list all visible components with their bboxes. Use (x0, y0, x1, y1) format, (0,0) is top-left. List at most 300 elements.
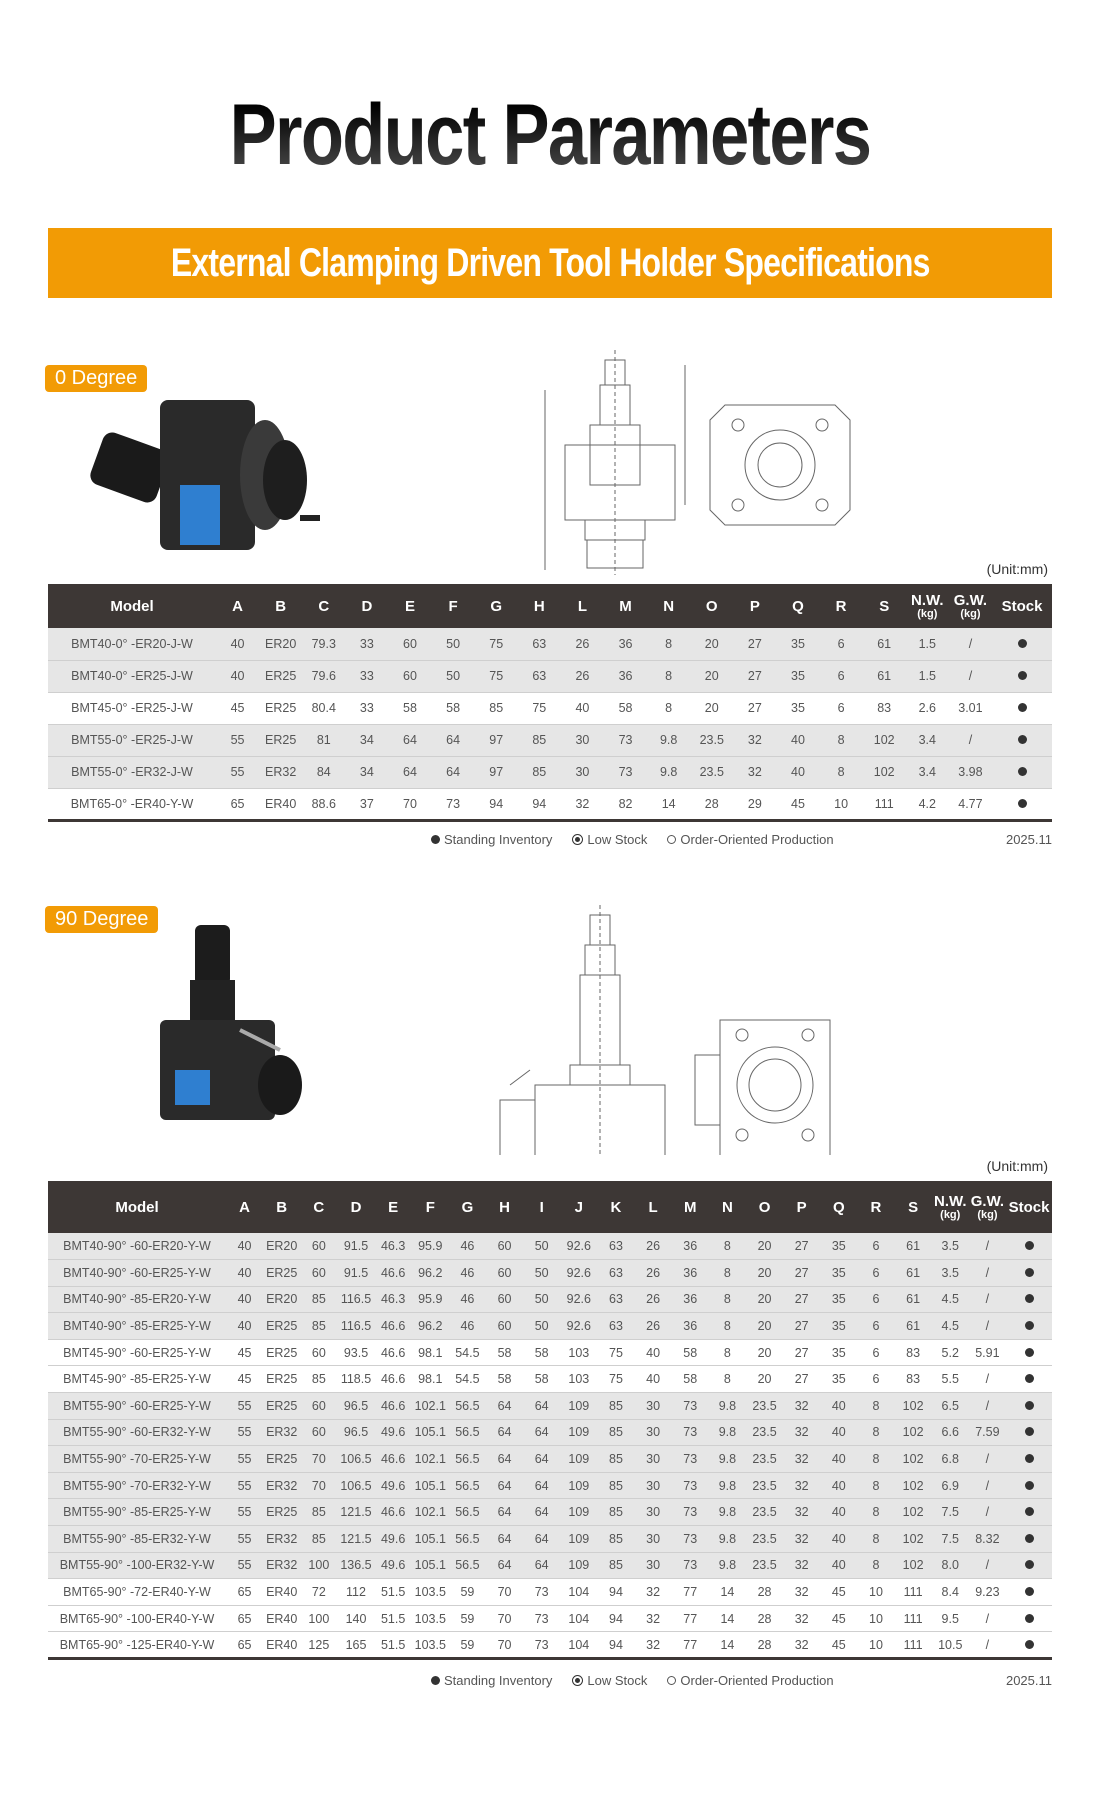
value-cell: 50 (432, 628, 475, 660)
value-cell: 28 (690, 788, 733, 820)
value-cell: ER32 (263, 1472, 300, 1499)
standing-inventory-dot-icon (1025, 1348, 1034, 1357)
value-cell: 83 (895, 1366, 932, 1393)
table-row (48, 1233, 1052, 1260)
value-cell: 6.6 (932, 1419, 969, 1446)
value-cell: ER32 (259, 756, 302, 788)
value-cell: 7.5 (932, 1526, 969, 1553)
value-cell: 65 (226, 1579, 263, 1606)
value-cell: 5.91 (969, 1339, 1006, 1366)
value-cell: 102.1 (412, 1499, 449, 1526)
value-cell: 80.4 (302, 692, 345, 724)
value-cell: 26 (635, 1313, 672, 1340)
table-row (48, 1313, 1052, 1340)
value-cell: 6.5 (932, 1393, 969, 1420)
col-m: M (684, 1198, 697, 1216)
value-cell: 111 (863, 788, 906, 820)
col-s: S (908, 1198, 919, 1216)
value-cell: 20 (690, 692, 733, 724)
value-cell: 27 (783, 1366, 820, 1393)
standing-inventory-dot-icon (1025, 1427, 1034, 1436)
value-cell: 61 (895, 1233, 932, 1260)
value-cell: 59 (449, 1579, 486, 1606)
value-cell: 27 (783, 1339, 820, 1366)
stock-status (1006, 1366, 1052, 1393)
model-cell: BMT40-90° -85-ER20-Y-W (48, 1286, 226, 1313)
value-cell: 56.5 (449, 1393, 486, 1420)
value-cell: 93.5 (337, 1339, 374, 1366)
value-cell: 8 (709, 1366, 746, 1393)
col-gw: G.W. (kg) (953, 591, 988, 620)
value-cell: 55 (226, 1419, 263, 1446)
value-cell: 63 (518, 628, 561, 660)
value-cell: 28 (746, 1579, 783, 1606)
value-cell: 60 (300, 1260, 337, 1287)
value-cell: 10 (857, 1605, 894, 1632)
value-cell: 32 (635, 1632, 672, 1659)
value-cell: 64 (523, 1393, 560, 1420)
value-cell: 58 (604, 692, 647, 724)
standing-inventory-dot-icon (1025, 1587, 1034, 1596)
value-cell: 55 (226, 1393, 263, 1420)
value-cell: 103.5 (412, 1579, 449, 1606)
value-cell: 1.5 (906, 628, 949, 660)
value-cell: 1.5 (906, 660, 949, 692)
value-cell: 46.6 (375, 1313, 412, 1340)
value-cell: 73 (604, 756, 647, 788)
value-cell: 64 (388, 724, 431, 756)
value-cell: 102 (895, 1526, 932, 1553)
value-cell: 28 (746, 1632, 783, 1659)
col-model: Model (110, 597, 154, 615)
value-cell: 85 (597, 1446, 634, 1473)
value-cell: 27 (783, 1260, 820, 1287)
col-b: B (276, 1198, 288, 1216)
value-cell: 26 (635, 1286, 672, 1313)
standing-inventory-dot-icon (1025, 1374, 1034, 1383)
value-cell: 60 (300, 1233, 337, 1260)
value-cell: 106.5 (337, 1446, 374, 1473)
value-cell: 59 (449, 1632, 486, 1659)
value-cell: 105.1 (412, 1419, 449, 1446)
value-cell: 46.3 (375, 1233, 412, 1260)
table-row (48, 1446, 1052, 1473)
value-cell: 6 (857, 1233, 894, 1260)
value-cell: 8 (857, 1446, 894, 1473)
value-cell: 85 (518, 756, 561, 788)
value-cell: 96.5 (337, 1393, 374, 1420)
value-cell: 98.1 (412, 1366, 449, 1393)
col-c: C (313, 1198, 325, 1216)
value-cell: 109 (560, 1552, 597, 1579)
value-cell: 60 (486, 1286, 523, 1313)
value-cell: / (969, 1446, 1006, 1473)
value-cell: ER25 (263, 1446, 300, 1473)
value-cell: 14 (709, 1605, 746, 1632)
value-cell: 20 (746, 1286, 783, 1313)
value-cell: 77 (672, 1579, 709, 1606)
col-f: F (448, 597, 458, 615)
value-cell: 8 (709, 1339, 746, 1366)
model-cell: BMT55-90° -60-ER32-Y-W (48, 1419, 226, 1446)
value-cell: ER25 (263, 1499, 300, 1526)
col-d: D (361, 597, 373, 615)
value-cell: 23.5 (746, 1393, 783, 1420)
legend-date: 2025.11 (1005, 1673, 1052, 1688)
value-cell: / (969, 1393, 1006, 1420)
value-cell: 73 (672, 1393, 709, 1420)
value-cell: 96.2 (412, 1260, 449, 1287)
value-cell: 20 (690, 628, 733, 660)
model-cell: BMT40-90° -60-ER20-Y-W (48, 1233, 226, 1260)
value-cell: 70 (486, 1605, 523, 1632)
col-m: M (619, 597, 632, 615)
value-cell: 61 (863, 628, 906, 660)
value-cell: 5.5 (932, 1366, 969, 1393)
value-cell: ER25 (263, 1339, 300, 1366)
table-row (48, 1286, 1052, 1313)
value-cell: 40 (820, 1446, 857, 1473)
table-header-row (48, 584, 1052, 628)
value-cell: 8 (857, 1526, 894, 1553)
value-cell: 92.6 (560, 1313, 597, 1340)
value-cell: 32 (635, 1579, 672, 1606)
value-cell: 56.5 (449, 1526, 486, 1553)
value-cell: 73 (672, 1419, 709, 1446)
value-cell: ER32 (263, 1552, 300, 1579)
value-cell: 32 (783, 1446, 820, 1473)
value-cell: 30 (561, 756, 604, 788)
stock-status (1006, 1579, 1052, 1606)
col-p: P (796, 1198, 807, 1216)
value-cell: 36 (672, 1233, 709, 1260)
col-nw: N.W. (kg) (933, 1192, 967, 1221)
value-cell: / (969, 1499, 1006, 1526)
value-cell: 96.5 (337, 1419, 374, 1446)
value-cell: 6 (857, 1366, 894, 1393)
col-r: R (835, 597, 847, 615)
legend-order: Order-Oriented Production (667, 832, 833, 847)
value-cell: ER25 (263, 1313, 300, 1340)
unit-label-0deg: (Unit:mm) (986, 561, 1048, 577)
value-cell: 104 (560, 1605, 597, 1632)
value-cell: 109 (560, 1472, 597, 1499)
ninety-degree-label: 90 Degree (45, 906, 158, 933)
value-cell: 9.8 (647, 724, 690, 756)
value-cell: 140 (337, 1605, 374, 1632)
stock-status (1006, 1446, 1052, 1473)
table-row (48, 1605, 1052, 1632)
value-cell: / (969, 1233, 1006, 1260)
value-cell: 3.01 (949, 692, 992, 724)
value-cell: ER40 (259, 788, 302, 820)
col-a: A (232, 597, 243, 615)
value-cell: 56.5 (449, 1499, 486, 1526)
value-cell: 32 (635, 1605, 672, 1632)
section-banner (48, 228, 1052, 298)
model-cell: BMT65-90° -72-ER40-Y-W (48, 1579, 226, 1606)
value-cell: 85 (300, 1499, 337, 1526)
value-cell: 8 (820, 756, 863, 788)
value-cell: 9.8 (709, 1419, 746, 1446)
value-cell: 27 (783, 1233, 820, 1260)
value-cell: ER20 (259, 628, 302, 660)
value-cell: 64 (486, 1526, 523, 1553)
model-cell: BMT40-0° -ER20-J-W (48, 628, 216, 660)
value-cell: / (969, 1552, 1006, 1579)
value-cell: 73 (672, 1499, 709, 1526)
value-cell: 100 (300, 1605, 337, 1632)
value-cell: 46 (449, 1260, 486, 1287)
col-s: S (879, 597, 890, 615)
value-cell: 85 (597, 1552, 634, 1579)
value-cell: 102.1 (412, 1393, 449, 1420)
col-gw: G.W. (kg) (970, 1192, 1005, 1221)
filled-dot-icon (431, 835, 440, 844)
value-cell: 85 (300, 1526, 337, 1553)
value-cell: 94 (597, 1579, 634, 1606)
table-row (48, 1393, 1052, 1420)
col-r: R (870, 1198, 882, 1216)
value-cell: 55 (226, 1499, 263, 1526)
value-cell: 56.5 (449, 1552, 486, 1579)
value-cell: 8 (857, 1472, 894, 1499)
value-cell: 33 (345, 660, 388, 692)
value-cell: 10.5 (932, 1632, 969, 1659)
value-cell: 40 (635, 1366, 672, 1393)
open-dot-icon (667, 835, 676, 844)
value-cell: 73 (672, 1552, 709, 1579)
value-cell: 6 (857, 1260, 894, 1287)
model-cell: BMT65-90° -100-ER40-Y-W (48, 1605, 226, 1632)
value-cell: 36 (604, 660, 647, 692)
col-d: D (350, 1198, 362, 1216)
value-cell: 77 (672, 1605, 709, 1632)
stock-status (992, 628, 1052, 660)
value-cell: 136.5 (337, 1552, 374, 1579)
value-cell: 23.5 (690, 756, 733, 788)
value-cell: 102 (895, 1472, 932, 1499)
ring-dot-icon (572, 1675, 583, 1686)
value-cell: 94 (518, 788, 561, 820)
unit-label-90deg: (Unit:mm) (986, 1158, 1048, 1174)
value-cell: 75 (475, 628, 518, 660)
value-cell: 5.2 (932, 1339, 969, 1366)
value-cell: 6.8 (932, 1446, 969, 1473)
value-cell: / (969, 1472, 1006, 1499)
value-cell: 40 (820, 1499, 857, 1526)
value-cell: ER40 (263, 1605, 300, 1632)
value-cell: 3.5 (932, 1260, 969, 1287)
col-q: Q (792, 597, 804, 615)
col-l: L (648, 1198, 658, 1216)
tool-holder-0deg-drawing (535, 350, 855, 575)
stock-status (1006, 1499, 1052, 1526)
value-cell: 64 (486, 1419, 523, 1446)
value-cell: 73 (523, 1605, 560, 1632)
model-cell: BMT40-90° -85-ER25-Y-W (48, 1313, 226, 1340)
col-h: H (499, 1198, 510, 1216)
value-cell: 112 (337, 1579, 374, 1606)
value-cell: 51.5 (375, 1632, 412, 1659)
value-cell: 35 (776, 660, 819, 692)
value-cell: 40 (776, 756, 819, 788)
value-cell: 7.5 (932, 1499, 969, 1526)
value-cell: 109 (560, 1393, 597, 1420)
value-cell: 60 (300, 1419, 337, 1446)
value-cell: 46.3 (375, 1286, 412, 1313)
value-cell: 85 (518, 724, 561, 756)
legend-standing: Standing Inventory (431, 1673, 552, 1688)
value-cell: 40 (820, 1552, 857, 1579)
value-cell: 103 (560, 1366, 597, 1393)
value-cell: 27 (783, 1286, 820, 1313)
table-row (48, 1339, 1052, 1366)
value-cell: 102.1 (412, 1446, 449, 1473)
value-cell: 8 (647, 628, 690, 660)
value-cell: 46 (449, 1313, 486, 1340)
value-cell: 109 (560, 1526, 597, 1553)
value-cell: 95.9 (412, 1286, 449, 1313)
value-cell: 55 (216, 756, 259, 788)
value-cell: / (969, 1260, 1006, 1287)
value-cell: 61 (863, 660, 906, 692)
value-cell: 40 (820, 1472, 857, 1499)
value-cell: 6.9 (932, 1472, 969, 1499)
value-cell: 88.6 (302, 788, 345, 820)
value-cell: 45 (226, 1366, 263, 1393)
table-row (48, 692, 1052, 724)
table-row (48, 1472, 1052, 1499)
value-cell: 9.8 (709, 1393, 746, 1420)
standing-inventory-dot-icon (1025, 1534, 1034, 1543)
value-cell: 4.77 (949, 788, 992, 820)
col-o: O (705, 597, 718, 615)
value-cell: 73 (672, 1526, 709, 1553)
col-a: A (239, 1198, 250, 1216)
value-cell: / (949, 660, 992, 692)
value-cell: 97 (475, 756, 518, 788)
value-cell: 10 (857, 1579, 894, 1606)
value-cell: 82 (604, 788, 647, 820)
value-cell: 23.5 (746, 1419, 783, 1446)
value-cell: 32 (733, 724, 776, 756)
value-cell: 8 (857, 1419, 894, 1446)
value-cell: 64 (486, 1552, 523, 1579)
value-cell: 40 (635, 1339, 672, 1366)
value-cell: 103.5 (412, 1605, 449, 1632)
value-cell: 34 (345, 756, 388, 788)
value-cell: ER25 (259, 660, 302, 692)
value-cell: 61 (895, 1260, 932, 1287)
table-row (48, 1579, 1052, 1606)
value-cell: 23.5 (746, 1472, 783, 1499)
value-cell: ER20 (263, 1233, 300, 1260)
value-cell: 6 (857, 1339, 894, 1366)
stock-status (1006, 1632, 1052, 1659)
value-cell: 8 (709, 1233, 746, 1260)
value-cell: 40 (216, 628, 259, 660)
col-b: B (275, 597, 287, 615)
value-cell: 23.5 (746, 1446, 783, 1473)
stock-legend-0deg (48, 832, 1052, 852)
value-cell: 26 (635, 1260, 672, 1287)
value-cell: 85 (300, 1366, 337, 1393)
value-cell: 60 (486, 1233, 523, 1260)
value-cell: 116.5 (337, 1286, 374, 1313)
model-cell: BMT45-90° -85-ER25-Y-W (48, 1366, 226, 1393)
value-cell: 98.1 (412, 1339, 449, 1366)
standing-inventory-dot-icon (1025, 1321, 1034, 1330)
value-cell: 60 (388, 628, 431, 660)
value-cell: 27 (733, 628, 776, 660)
value-cell: 2.6 (906, 692, 949, 724)
value-cell: 111 (895, 1579, 932, 1606)
value-cell: 85 (597, 1419, 634, 1446)
filled-dot-icon (431, 1676, 440, 1685)
value-cell: 32 (733, 756, 776, 788)
value-cell: 14 (709, 1632, 746, 1659)
value-cell: 75 (518, 692, 561, 724)
value-cell: 9.8 (647, 756, 690, 788)
value-cell: 75 (597, 1366, 634, 1393)
value-cell: 94 (597, 1605, 634, 1632)
table-row (48, 1552, 1052, 1579)
value-cell: 27 (783, 1313, 820, 1340)
value-cell: 100 (300, 1552, 337, 1579)
value-cell: 32 (783, 1605, 820, 1632)
value-cell: 64 (486, 1446, 523, 1473)
col-o: O (758, 1198, 771, 1216)
value-cell: 46 (449, 1233, 486, 1260)
value-cell: 35 (820, 1366, 857, 1393)
value-cell: 46.6 (375, 1339, 412, 1366)
value-cell: 10 (820, 788, 863, 820)
stock-status (992, 660, 1052, 692)
value-cell: 8 (820, 724, 863, 756)
value-cell: 58 (672, 1339, 709, 1366)
value-cell: 40 (820, 1393, 857, 1420)
stock-status (1006, 1552, 1052, 1579)
value-cell: 60 (300, 1339, 337, 1366)
value-cell: 103 (560, 1339, 597, 1366)
value-cell: 83 (895, 1339, 932, 1366)
value-cell: 6 (857, 1286, 894, 1313)
table-row (48, 756, 1052, 788)
value-cell: 46.6 (375, 1366, 412, 1393)
col-i: I (539, 1198, 544, 1216)
value-cell: 102 (895, 1446, 932, 1473)
value-cell: 9.8 (709, 1552, 746, 1579)
col-g: G (461, 1198, 474, 1216)
tool-holder-0deg-photo (85, 390, 335, 565)
value-cell: 6 (820, 660, 863, 692)
value-cell: 85 (597, 1472, 634, 1499)
value-cell: / (969, 1366, 1006, 1393)
value-cell: 63 (597, 1286, 634, 1313)
value-cell: 109 (560, 1446, 597, 1473)
value-cell: 118.5 (337, 1366, 374, 1393)
value-cell: 60 (486, 1313, 523, 1340)
table-row (48, 628, 1052, 660)
table-row (48, 1260, 1052, 1287)
value-cell: 45 (216, 692, 259, 724)
standing-inventory-dot-icon (1025, 1614, 1034, 1623)
value-cell: 61 (895, 1313, 932, 1340)
legend-low: Low Stock (572, 832, 647, 847)
value-cell: 40 (216, 660, 259, 692)
model-cell: BMT55-90° -60-ER25-Y-W (48, 1393, 226, 1420)
